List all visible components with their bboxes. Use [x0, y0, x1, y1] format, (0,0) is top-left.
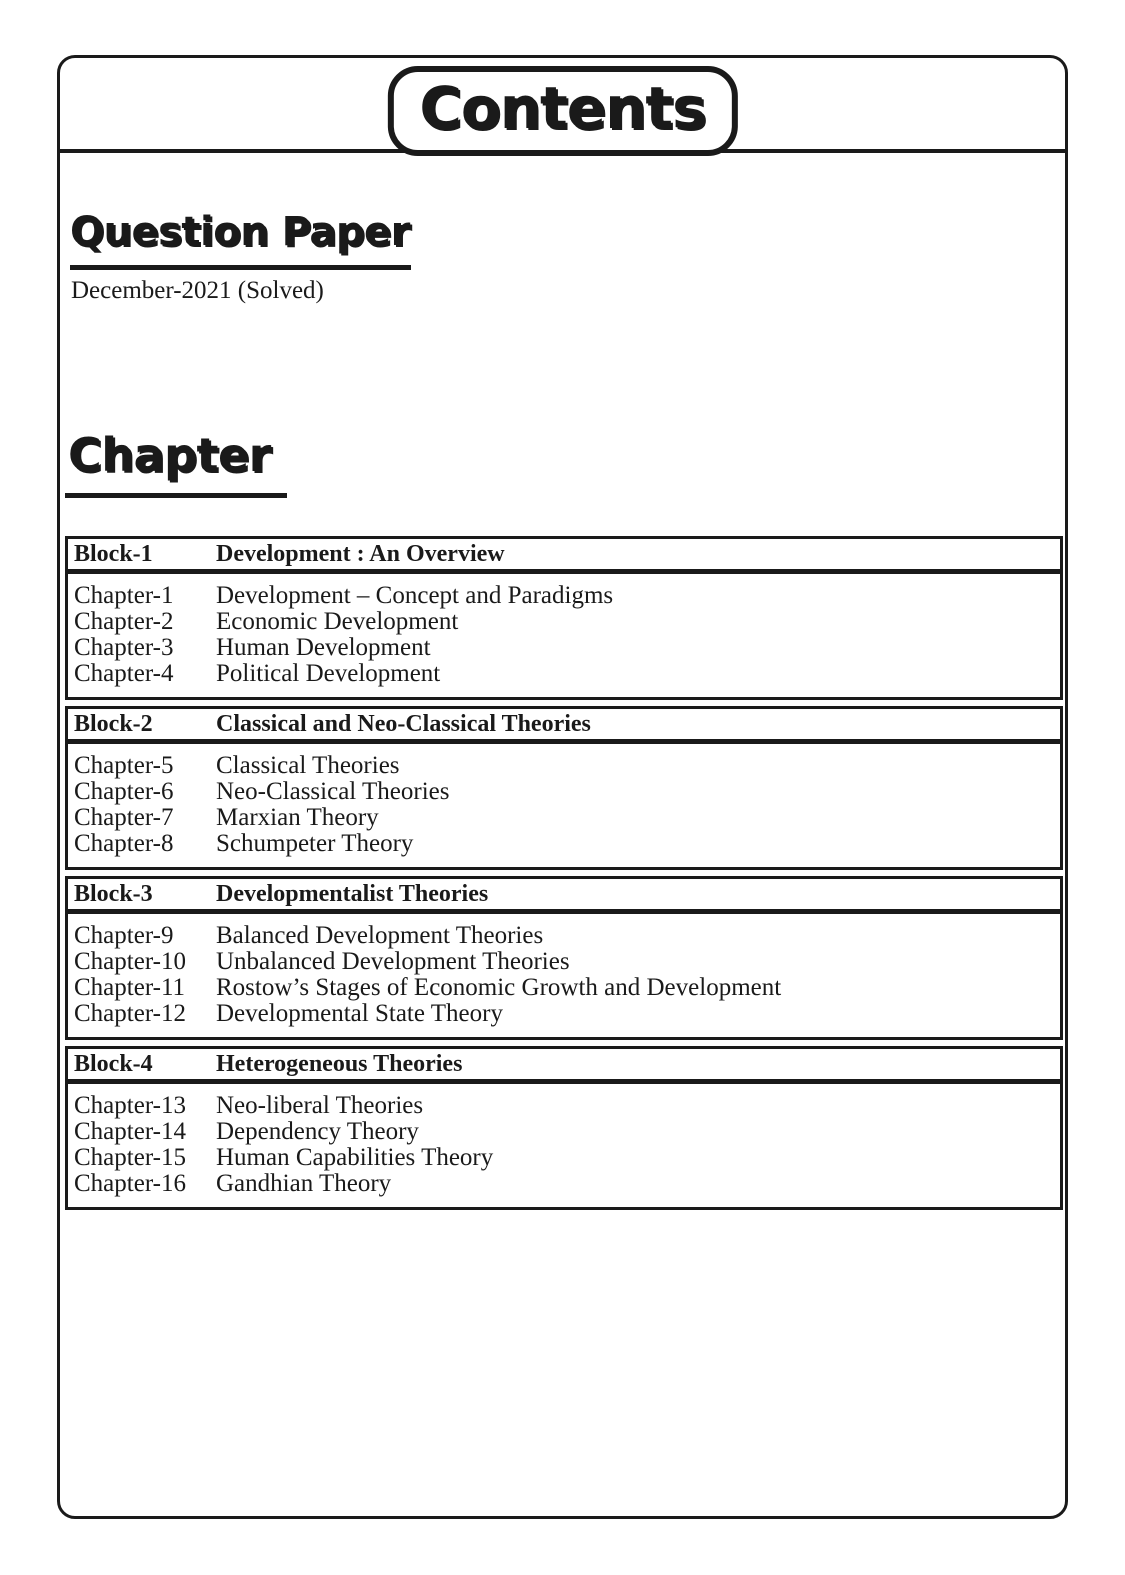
chapter-title: Marxian Theory — [216, 804, 379, 831]
chapter-row[interactable] — [68, 635, 1060, 661]
chapter-number: Chapter-4 — [74, 660, 174, 687]
chapter-number: Chapter-11 — [74, 974, 186, 1001]
chapter-number: Chapter-10 — [74, 948, 186, 975]
chapter-number: Chapter-13 — [74, 1092, 186, 1119]
chapter-number: Chapter-8 — [74, 830, 174, 857]
chapter-number: Chapter-14 — [74, 1118, 186, 1145]
question-paper-heading-rule — [70, 265, 411, 270]
chapter-row[interactable] — [68, 779, 1060, 805]
chapter-row[interactable] — [68, 831, 1060, 857]
chapter-title: Balanced Development Theories — [216, 922, 544, 949]
block-title: Development : An Overview — [216, 541, 505, 567]
chapter-title: Human Capabilities Theory — [216, 1144, 494, 1171]
page-frame — [57, 55, 1068, 1519]
chapter-row[interactable] — [68, 661, 1060, 687]
contents-title-badge — [387, 66, 737, 156]
chapter-title: Development – Concept and Paradigms — [216, 582, 614, 609]
chapter-number: Chapter-1 — [74, 582, 174, 609]
block-label: Block-2 — [74, 711, 153, 737]
chapter-title: Classical Theories — [216, 752, 400, 779]
chapter-title: Schumpeter Theory — [216, 830, 414, 857]
contents-table — [65, 536, 1063, 1210]
chapter-number: Chapter-9 — [74, 922, 174, 949]
chapter-row[interactable] — [68, 805, 1060, 831]
block-label: Block-1 — [74, 541, 153, 567]
chapter-row[interactable] — [68, 949, 1060, 975]
chapter-number: Chapter-5 — [74, 752, 174, 779]
chapter-number: Chapter-15 — [74, 1144, 186, 1171]
chapter-title: Neo-liberal Theories — [216, 1092, 424, 1119]
chapter-row[interactable] — [68, 1145, 1060, 1171]
chapter-row[interactable] — [68, 1093, 1060, 1119]
title-band — [60, 58, 1065, 151]
chapter-title: Unbalanced Development Theories — [216, 948, 570, 975]
block-header-row — [65, 1046, 1063, 1082]
chapter-title: Neo-Classical Theories — [216, 778, 450, 805]
chapter-title: Developmental State Theory — [216, 1000, 503, 1027]
chapter-row[interactable] — [68, 753, 1060, 779]
chapter-row[interactable] — [68, 583, 1060, 609]
chapter-row[interactable] — [68, 923, 1060, 949]
block-title: Classical and Neo-Classical Theories — [216, 711, 591, 737]
block-label: Block-3 — [74, 881, 153, 907]
chapter-group — [65, 742, 1063, 870]
chapter-number: Chapter-2 — [74, 608, 174, 635]
chapter-row[interactable] — [68, 975, 1060, 1001]
chapter-title: Political Development — [216, 660, 441, 687]
block-header-row — [65, 706, 1063, 742]
chapter-row[interactable] — [68, 1119, 1060, 1145]
chapter-title: Human Development — [216, 634, 431, 661]
chapter-title: Gandhian Theory — [216, 1170, 392, 1197]
chapter-number: Chapter-12 — [74, 1000, 186, 1027]
question-paper-entry: December-2021 (Solved) — [71, 277, 324, 304]
chapter-number: Chapter-16 — [74, 1170, 186, 1197]
chapter-group — [65, 1082, 1063, 1210]
chapter-heading: Chapter — [68, 428, 271, 482]
block-label: Block-4 — [74, 1051, 153, 1077]
chapter-row[interactable] — [68, 1001, 1060, 1027]
document-body — [60, 153, 1065, 1516]
block-title: Developmentalist Theories — [216, 881, 489, 907]
chapter-row[interactable] — [68, 609, 1060, 635]
chapter-row[interactable] — [68, 1171, 1060, 1197]
block-header-row — [65, 876, 1063, 912]
page-title: Contents — [419, 74, 706, 142]
chapter-number: Chapter-3 — [74, 634, 174, 661]
chapter-title: Economic Development — [216, 608, 459, 635]
chapter-group — [65, 572, 1063, 700]
chapter-number: Chapter-6 — [74, 778, 174, 805]
block-header-row — [65, 536, 1063, 572]
chapter-title: Dependency Theory — [216, 1118, 419, 1145]
chapter-title: Rostow’s Stages of Economic Growth and Development — [216, 974, 782, 1001]
chapter-number: Chapter-7 — [74, 804, 174, 831]
block-title: Heterogeneous Theories — [216, 1051, 463, 1077]
chapter-heading-rule — [65, 493, 287, 498]
chapter-group — [65, 912, 1063, 1040]
question-paper-heading: Question Paper — [70, 209, 410, 255]
